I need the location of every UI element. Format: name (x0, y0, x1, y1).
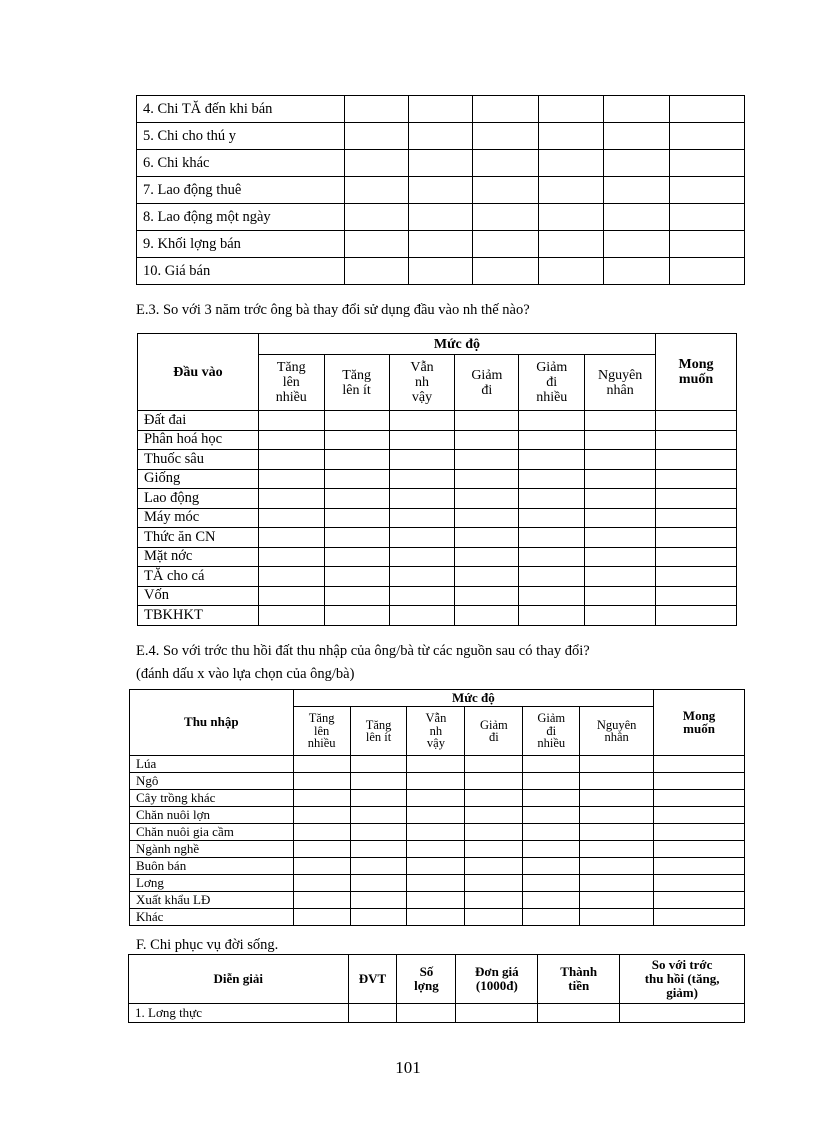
table-row (137, 177, 745, 204)
empty-cell[interactable] (408, 258, 473, 285)
empty-cell[interactable] (523, 756, 580, 773)
empty-cell[interactable] (456, 1004, 538, 1023)
empty-cell[interactable] (258, 567, 324, 587)
empty-cell[interactable] (519, 489, 585, 509)
empty-cell[interactable] (473, 177, 539, 204)
empty-cell[interactable] (324, 450, 389, 470)
column-header: Tăng lên ít (350, 707, 407, 756)
empty-cell[interactable] (465, 858, 523, 875)
empty-cell[interactable] (656, 508, 737, 528)
table-row (130, 909, 745, 926)
column-header: Vẫn nh vậy (389, 355, 455, 411)
empty-cell[interactable] (293, 773, 350, 790)
empty-cell[interactable] (519, 469, 585, 489)
empty-cell[interactable] (389, 528, 455, 548)
empty-cell[interactable] (656, 606, 737, 626)
empty-cell[interactable] (344, 123, 408, 150)
empty-cell[interactable] (519, 528, 585, 548)
empty-cell[interactable] (258, 489, 324, 509)
empty-cell[interactable] (350, 841, 407, 858)
empty-cell[interactable] (523, 841, 580, 858)
empty-cell[interactable] (350, 756, 407, 773)
table-row (130, 790, 745, 807)
empty-cell[interactable] (604, 231, 670, 258)
column-header: Giảm đi (455, 355, 519, 411)
empty-cell[interactable] (258, 411, 324, 431)
empty-cell[interactable] (293, 790, 350, 807)
table-row (138, 450, 737, 470)
empty-cell[interactable] (585, 547, 656, 567)
row-label: 5. Chi cho thú y (137, 123, 345, 150)
empty-cell[interactable] (523, 807, 580, 824)
table-row (137, 231, 745, 258)
section-e4-title: E.4. So với trớc thu hồi đất thu nhập của ông/bà từ các nguồn sau có thay đổi? (136, 643, 590, 659)
header-desire: Mong muốn (656, 334, 737, 411)
empty-cell[interactable] (519, 567, 585, 587)
empty-cell[interactable] (654, 892, 745, 909)
empty-cell[interactable] (324, 411, 389, 431)
empty-cell[interactable] (670, 204, 745, 231)
column-header: Tăng lên nhiều (258, 355, 324, 411)
row-label: 9. Khối lợng bán (137, 231, 345, 258)
empty-cell[interactable] (465, 892, 523, 909)
row-label: Đất đai (138, 411, 259, 431)
empty-cell[interactable] (654, 807, 745, 824)
page-number: 101 (395, 1058, 421, 1077)
empty-cell[interactable] (656, 547, 737, 567)
empty-cell[interactable] (407, 790, 465, 807)
empty-cell[interactable] (519, 430, 585, 450)
empty-cell[interactable] (580, 875, 654, 892)
empty-cell[interactable] (670, 96, 745, 123)
table-row (130, 875, 745, 892)
empty-cell[interactable] (389, 469, 455, 489)
row-label: 7. Lao động thuê (137, 177, 345, 204)
empty-cell[interactable] (670, 150, 745, 177)
row-label: Giống (138, 469, 259, 489)
empty-cell[interactable] (585, 508, 656, 528)
empty-cell[interactable] (350, 773, 407, 790)
row-label: 6. Chi khác (137, 150, 345, 177)
row-label: Máy móc (138, 508, 259, 528)
row-label: Ngô (130, 773, 294, 790)
column-header: Nguyên nhân (585, 355, 656, 411)
empty-cell[interactable] (604, 96, 670, 123)
row-label: Xuất khẩu LĐ (130, 892, 294, 909)
empty-cell[interactable] (389, 411, 455, 431)
empty-cell[interactable] (324, 489, 389, 509)
empty-cell[interactable] (407, 756, 465, 773)
empty-cell[interactable] (654, 841, 745, 858)
empty-cell[interactable] (389, 430, 455, 450)
empty-cell[interactable] (539, 96, 604, 123)
empty-cell[interactable] (654, 875, 745, 892)
empty-cell[interactable] (258, 450, 324, 470)
empty-cell[interactable] (580, 858, 654, 875)
empty-cell[interactable] (656, 528, 737, 548)
empty-cell[interactable] (519, 508, 585, 528)
row-label: Thuốc sâu (138, 450, 259, 470)
row-label: 4. Chi TĂ đến khi bán (137, 96, 345, 123)
empty-cell[interactable] (465, 841, 523, 858)
empty-cell[interactable] (407, 875, 465, 892)
empty-cell[interactable] (523, 790, 580, 807)
empty-cell[interactable] (455, 489, 519, 509)
empty-cell[interactable] (604, 177, 670, 204)
empty-cell[interactable] (389, 450, 455, 470)
empty-cell[interactable] (344, 150, 408, 177)
row-label: Vốn (138, 586, 259, 606)
empty-cell[interactable] (656, 489, 737, 509)
empty-cell[interactable] (539, 204, 604, 231)
empty-cell[interactable] (258, 547, 324, 567)
empty-cell[interactable] (324, 586, 389, 606)
empty-cell[interactable] (408, 150, 473, 177)
header-level-group: Mức độ (258, 334, 655, 355)
empty-cell[interactable] (670, 231, 745, 258)
empty-cell[interactable] (519, 411, 585, 431)
empty-cell[interactable] (324, 430, 389, 450)
column-header: Giảm đi nhiều (519, 355, 585, 411)
table-row (137, 150, 745, 177)
empty-cell[interactable] (324, 606, 389, 626)
row-label: Chăn nuôi gia cầm (130, 824, 294, 841)
row-label: Lơng (130, 875, 294, 892)
empty-cell[interactable] (293, 875, 350, 892)
empty-cell[interactable] (654, 756, 745, 773)
section-e3-title: E.3. So với 3 năm trớc ông bà thay đổi sử dụng đầu vào nh thế nào? (136, 302, 530, 318)
row-label: Khác (130, 909, 294, 926)
column-header: Tăng lên ít (324, 355, 389, 411)
column-header: Nguyên nhân (580, 707, 654, 756)
empty-cell[interactable] (293, 807, 350, 824)
empty-cell[interactable] (523, 858, 580, 875)
empty-cell[interactable] (670, 123, 745, 150)
table-row (137, 204, 745, 231)
table-row (138, 586, 737, 606)
column-header: Đơn giá (1000đ) (456, 955, 538, 1004)
row-label: Ngành nghề (130, 841, 294, 858)
empty-cell[interactable] (455, 567, 519, 587)
empty-cell[interactable] (519, 606, 585, 626)
empty-cell[interactable] (397, 1004, 456, 1023)
empty-cell[interactable] (580, 841, 654, 858)
empty-cell[interactable] (350, 824, 407, 841)
empty-cell[interactable] (407, 892, 465, 909)
empty-cell[interactable] (407, 841, 465, 858)
table-row (130, 807, 745, 824)
column-header: Vẫn nh vậy (407, 707, 465, 756)
empty-cell[interactable] (519, 547, 585, 567)
empty-cell[interactable] (344, 231, 408, 258)
empty-cell[interactable] (585, 469, 656, 489)
empty-cell[interactable] (389, 547, 455, 567)
empty-cell[interactable] (407, 858, 465, 875)
table-row (130, 858, 745, 875)
row-label: Phân hoá học (138, 430, 259, 450)
table-row (137, 258, 745, 285)
empty-cell[interactable] (580, 807, 654, 824)
empty-cell[interactable] (258, 469, 324, 489)
column-header: Giảm đi nhiều (523, 707, 580, 756)
empty-cell[interactable] (389, 508, 455, 528)
empty-cell[interactable] (670, 258, 745, 285)
row-label: Thức ăn CN (138, 528, 259, 548)
empty-cell[interactable] (455, 547, 519, 567)
table-row (138, 489, 737, 509)
header-level-group: Mức độ (293, 690, 653, 707)
table-row (129, 1004, 745, 1023)
empty-cell[interactable] (523, 824, 580, 841)
empty-cell[interactable] (585, 586, 656, 606)
empty-cell[interactable] (604, 258, 670, 285)
empty-cell[interactable] (455, 528, 519, 548)
column-header: Tăng lên nhiều (293, 707, 350, 756)
empty-cell[interactable] (455, 586, 519, 606)
empty-cell[interactable] (455, 508, 519, 528)
empty-cell[interactable] (407, 807, 465, 824)
column-header: ĐVT (348, 955, 397, 1004)
section-f-title: F. Chi phục vụ đời sống. (136, 937, 279, 953)
column-header: Thành tiền (538, 955, 620, 1004)
empty-cell[interactable] (293, 892, 350, 909)
table-row (130, 773, 745, 790)
empty-cell[interactable] (465, 790, 523, 807)
empty-cell[interactable] (465, 807, 523, 824)
table-row (138, 411, 737, 431)
empty-cell[interactable] (344, 258, 408, 285)
empty-cell[interactable] (539, 231, 604, 258)
empty-cell[interactable] (604, 150, 670, 177)
empty-cell[interactable] (580, 824, 654, 841)
empty-cell[interactable] (585, 606, 656, 626)
empty-cell[interactable] (585, 528, 656, 548)
empty-cell[interactable] (523, 773, 580, 790)
empty-cell[interactable] (350, 875, 407, 892)
header-input: Đầu vào (138, 334, 259, 411)
empty-cell[interactable] (620, 1004, 745, 1023)
empty-cell[interactable] (580, 892, 654, 909)
empty-cell[interactable] (455, 411, 519, 431)
empty-cell[interactable] (324, 469, 389, 489)
empty-cell[interactable] (585, 411, 656, 431)
row-label: Chăn nuôi lợn (130, 807, 294, 824)
income-change-table (129, 689, 745, 926)
empty-cell[interactable] (407, 773, 465, 790)
empty-cell[interactable] (654, 773, 745, 790)
row-label: TĂ cho cá (138, 567, 259, 587)
empty-cell[interactable] (350, 790, 407, 807)
empty-cell[interactable] (539, 177, 604, 204)
row-label: TBKHKT (138, 606, 259, 626)
row-label: 8. Lao động một ngày (137, 204, 345, 231)
empty-cell[interactable] (344, 177, 408, 204)
empty-cell[interactable] (258, 508, 324, 528)
empty-cell[interactable] (654, 909, 745, 926)
empty-cell[interactable] (407, 824, 465, 841)
empty-cell[interactable] (656, 567, 737, 587)
empty-cell[interactable] (604, 204, 670, 231)
empty-cell[interactable] (344, 96, 408, 123)
empty-cell[interactable] (656, 586, 737, 606)
row-label: 10. Giá bán (137, 258, 345, 285)
empty-cell[interactable] (473, 96, 539, 123)
table-row (138, 547, 737, 567)
empty-cell[interactable] (258, 606, 324, 626)
empty-cell[interactable] (293, 824, 350, 841)
empty-cell[interactable] (523, 909, 580, 926)
header-income: Thu nhập (130, 690, 294, 756)
empty-cell[interactable] (465, 773, 523, 790)
column-header: Giảm đi (465, 707, 523, 756)
empty-cell[interactable] (523, 892, 580, 909)
empty-cell[interactable] (580, 773, 654, 790)
empty-cell[interactable] (519, 450, 585, 470)
empty-cell[interactable] (293, 909, 350, 926)
expense-table (136, 95, 745, 285)
empty-cell[interactable] (539, 150, 604, 177)
table-row (138, 508, 737, 528)
empty-cell[interactable] (585, 430, 656, 450)
empty-cell[interactable] (455, 430, 519, 450)
table-row (130, 824, 745, 841)
table-row (130, 892, 745, 909)
empty-cell[interactable] (455, 450, 519, 470)
empty-cell[interactable] (656, 450, 737, 470)
table-row (137, 123, 745, 150)
empty-cell[interactable] (539, 258, 604, 285)
empty-cell[interactable] (580, 790, 654, 807)
empty-cell[interactable] (389, 606, 455, 626)
empty-cell[interactable] (654, 824, 745, 841)
table-row (138, 567, 737, 587)
row-label: Lao động (138, 489, 259, 509)
empty-cell[interactable] (538, 1004, 620, 1023)
empty-cell[interactable] (654, 858, 745, 875)
empty-cell[interactable] (585, 567, 656, 587)
empty-cell[interactable] (293, 841, 350, 858)
empty-cell[interactable] (455, 606, 519, 626)
empty-cell[interactable] (585, 450, 656, 470)
empty-cell[interactable] (473, 231, 539, 258)
column-header: So với trớc thu hồi (tăng, giảm) (620, 955, 745, 1004)
header-desire: Mong muốn (654, 690, 745, 756)
empty-cell[interactable] (258, 430, 324, 450)
empty-cell[interactable] (523, 875, 580, 892)
empty-cell[interactable] (324, 528, 389, 548)
table-row (138, 606, 737, 626)
empty-cell[interactable] (324, 547, 389, 567)
empty-cell[interactable] (408, 231, 473, 258)
living-expense-table (128, 954, 745, 1023)
empty-cell[interactable] (350, 807, 407, 824)
table-row (130, 841, 745, 858)
row-label: Mặt nớc (138, 547, 259, 567)
row-label: Cây trồng khác (130, 790, 294, 807)
empty-cell[interactable] (293, 756, 350, 773)
empty-cell[interactable] (656, 411, 737, 431)
empty-cell[interactable] (293, 858, 350, 875)
row-label: 1. Lơng thực (129, 1004, 349, 1023)
table-row (130, 756, 745, 773)
empty-cell[interactable] (465, 875, 523, 892)
column-header: Số lợng (397, 955, 456, 1004)
table-row (137, 96, 745, 123)
empty-cell[interactable] (350, 892, 407, 909)
table-row (138, 430, 737, 450)
input-change-table (137, 333, 737, 626)
section-e4-subtitle: (đánh dấu x vào lựa chọn của ông/bà) (136, 666, 355, 682)
empty-cell[interactable] (324, 567, 389, 587)
empty-cell[interactable] (389, 586, 455, 606)
empty-cell[interactable] (408, 123, 473, 150)
empty-cell[interactable] (408, 96, 473, 123)
empty-cell[interactable] (258, 586, 324, 606)
row-label: Lúa (130, 756, 294, 773)
empty-cell[interactable] (519, 586, 585, 606)
empty-cell[interactable] (670, 177, 745, 204)
empty-cell[interactable] (407, 909, 465, 926)
empty-cell[interactable] (585, 489, 656, 509)
empty-cell[interactable] (465, 909, 523, 926)
empty-cell[interactable] (408, 177, 473, 204)
empty-cell[interactable] (258, 528, 324, 548)
empty-cell[interactable] (455, 469, 519, 489)
empty-cell[interactable] (580, 909, 654, 926)
empty-cell[interactable] (656, 430, 737, 450)
empty-cell[interactable] (539, 123, 604, 150)
empty-cell[interactable] (473, 204, 539, 231)
empty-cell[interactable] (473, 258, 539, 285)
table-row (138, 528, 737, 548)
empty-cell[interactable] (473, 123, 539, 150)
empty-cell[interactable] (350, 858, 407, 875)
empty-cell[interactable] (389, 567, 455, 587)
empty-cell[interactable] (344, 204, 408, 231)
empty-cell[interactable] (348, 1004, 397, 1023)
empty-cell[interactable] (656, 469, 737, 489)
empty-cell[interactable] (604, 123, 670, 150)
empty-cell[interactable] (580, 756, 654, 773)
empty-cell[interactable] (389, 489, 455, 509)
empty-cell[interactable] (654, 790, 745, 807)
empty-cell[interactable] (473, 150, 539, 177)
empty-cell[interactable] (465, 824, 523, 841)
empty-cell[interactable] (350, 909, 407, 926)
table-row (138, 469, 737, 489)
row-label: Buôn bán (130, 858, 294, 875)
empty-cell[interactable] (324, 508, 389, 528)
empty-cell[interactable] (465, 756, 523, 773)
column-header: Diễn giải (129, 955, 349, 1004)
empty-cell[interactable] (408, 204, 473, 231)
